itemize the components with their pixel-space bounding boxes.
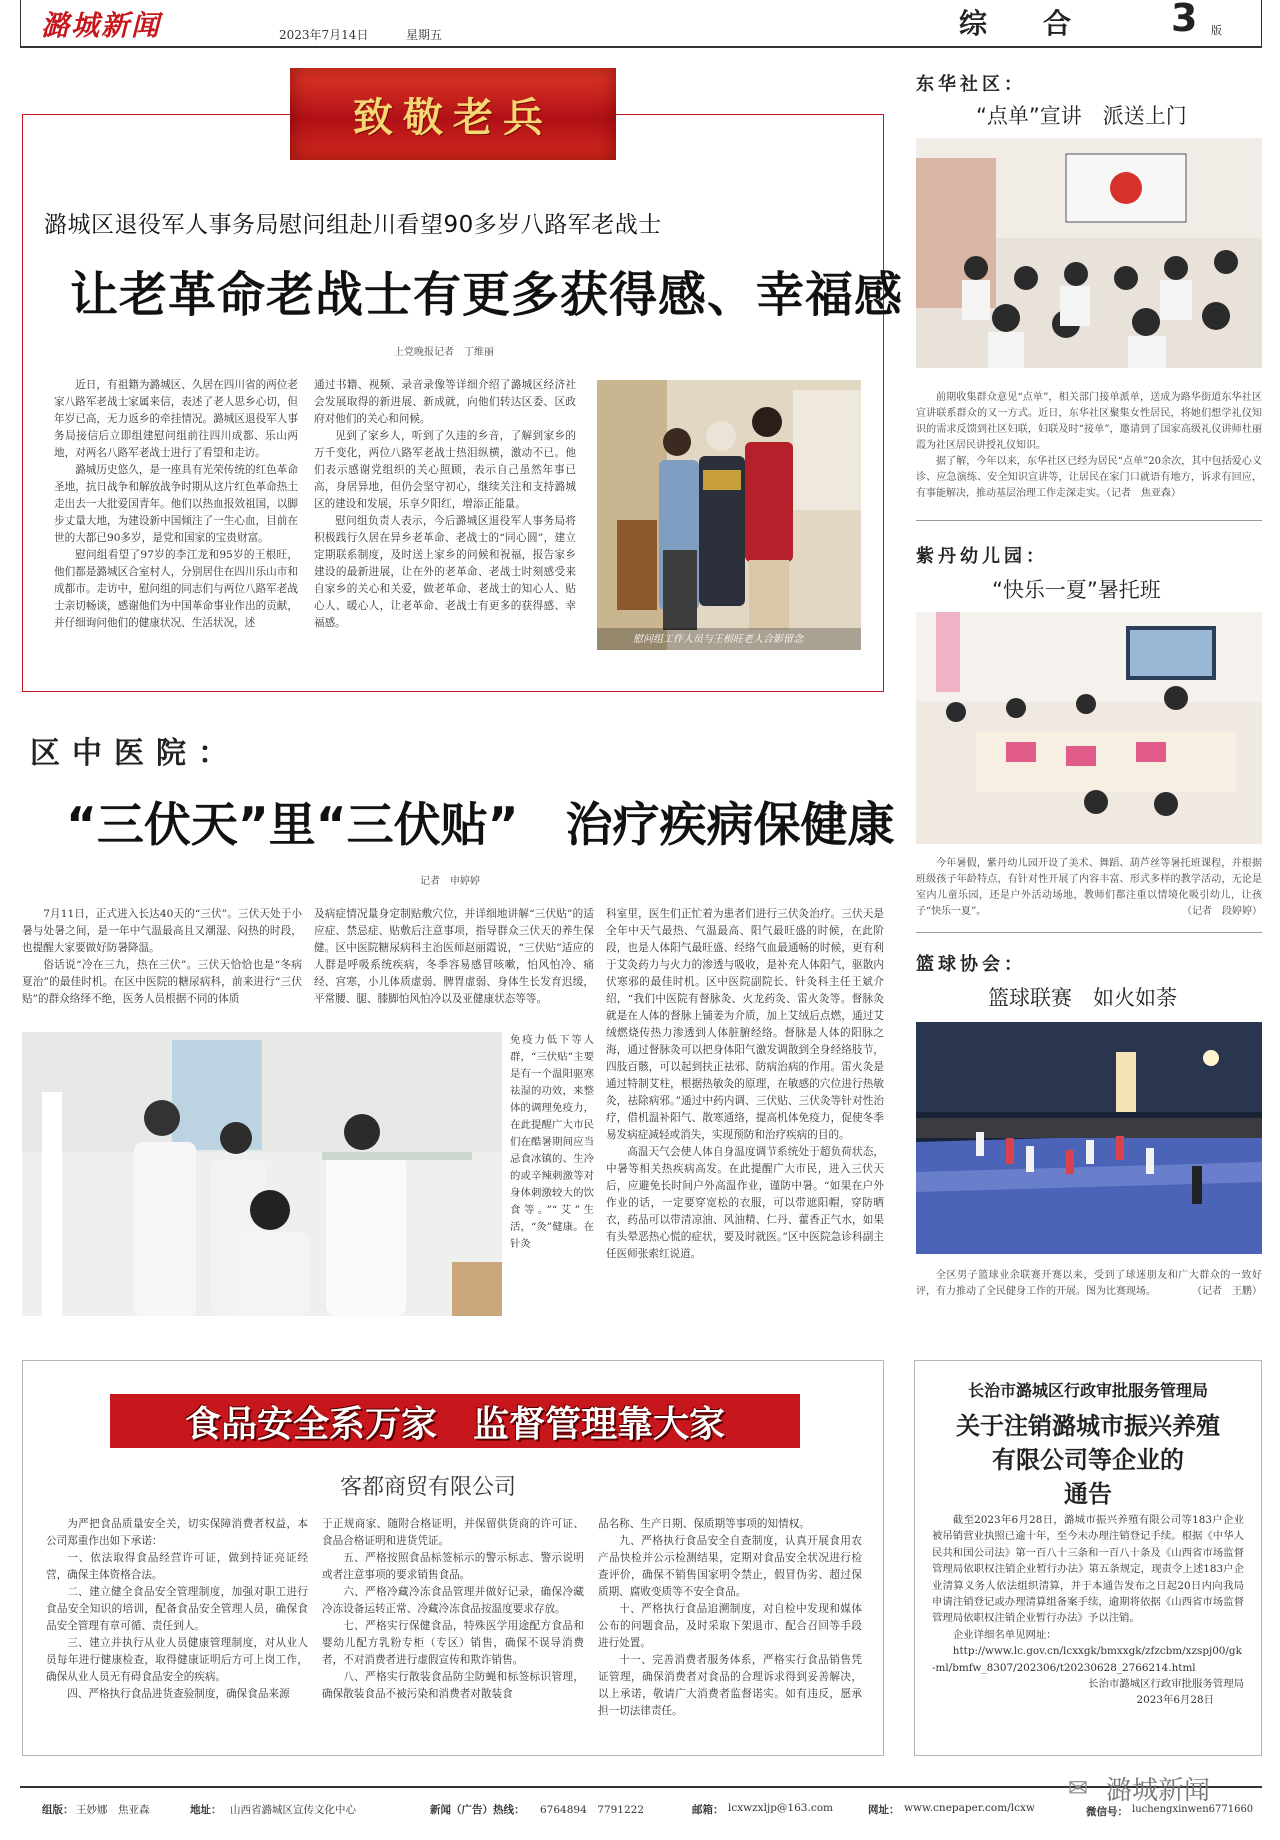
sidebar2-caption — [916, 856, 1262, 920]
sidebar2-photo — [916, 612, 1262, 844]
caption-text: 全区男子篮球业余联赛开赛以来，受到了球迷朋友和广大群众的一致好评，有力推动了全民健身工作的开展。图为比赛现场。 — [916, 1270, 1262, 1297]
article1-subtitle: 潞城区退役军人事务局慰问组赴川看望90多岁八路军老战士 — [44, 212, 662, 238]
paragraph: 俗话说“冷在三九，热在三伏”。三伏天恰恰也是“冬病夏治”的最佳时机。在区中医院的糖尿病科，前来进行“三伏贴”的群众络绎不绝，医务人员根据不同的体质 — [22, 959, 302, 1005]
paragraph: 五、严格按照食品标签标示的警示标志、警示说明或者注意事项的要求销售食品。 — [322, 1552, 584, 1581]
sidebar3-title: 篮球联赛 如火如荼 — [988, 986, 1177, 1010]
footer-editor: 王妙娜 焦亚森 — [76, 1804, 150, 1816]
caption-paragraph — [916, 856, 1262, 920]
footer-wechat-label: 微信号： — [1086, 1806, 1128, 1818]
footer-address-label: 地址： — [190, 1804, 222, 1816]
paragraph: 潞城历史悠久，是一座具有光荣传统的红色革命圣地，抗日战争和解放战争时期从这片红色革命热土走出去一大批爱国青年。他们以热血报效祖国，以脚步丈量大地，为建设新中国倾注了一生心血，目前在世的大都已90多岁，是党和国家的宝贵财富。 — [54, 464, 298, 544]
sidebar3-photo — [916, 1022, 1262, 1254]
caption-paragraph: 前期收集群众意见“点单”，相关部门接单派单，送成为路华街道东华社区宣讲联系群众的又一方式。近日，东华社区聚集女性居民，将她们想学礼仪知识的需求反馈到社区妇联，妇联及时“接单”，邀请到了国家高级礼仪讲师杜丽霞为社区居民讲授礼仪知识。 — [916, 392, 1262, 451]
paragraph: 截至2023年6月28日，潞城市振兴养殖有限公司等183户企业被吊销营业执照已逾十年，至今未办理注销登记手续。根据《中华人民共和国公司法》第一百八十三条和一百八十条及《山西省市场监督管理局依职权注销企业暂行办法》第五条规定，现责令上述183户企业清算义务人依法组织清算，并于本通告发布之日起20日内向我局申请注销登记或办理清算组备案手续，逾期将依据《山西省市场监督管理局依职权注销企业暂行办法》予以注销。 — [932, 1514, 1244, 1625]
paragraph: 通过书籍、视频、录音录像等详细介绍了潞城区经济社会发展取得的新进展、新成就，向他们转达区委、区政府对他们的关心和问候。 — [314, 379, 576, 425]
paragraph: 高温天气会使人体自身温度调节系统处于超负荷状态，中暑等相关热疾病高发。在此提醒广大市民，进入三伏天后，应避免长时间户外高温作业，谨防中暑。“如果在户外作业的话，一定要穿宽松的衣服，可以带遮阳帽，穿防晒衣，药品可以带清凉油、风油精、仁丹、藿香正气水，如果有头晕恶热心慌的症状，要及时就医。”区中医院急诊科副主任医师张索红说道。 — [606, 1146, 884, 1260]
footer-hotline-label: 新闻（广告）热线： — [430, 1804, 525, 1816]
issue-weekday: 星期五 — [406, 28, 443, 42]
page-suffix: 版 — [1211, 24, 1222, 37]
article1-banner-text: 致敬老兵 — [353, 93, 553, 141]
paragraph: 慰问组负责人表示，今后潞城区退役军人事务局将积极践行久居在异乡老革命、老战士的“同心圆”，建立定期联系制度，及时送上家乡的问候和祝福，报告家乡建设的最新进展，让在外的老革命、老战士时刻感受来自家乡的关心和关爱，做老革命、老战士的知心人、贴心人、暖心人，让老革命、老战士有更多的获得感、幸福感。 — [314, 515, 576, 629]
footer-email-label: 邮箱： — [692, 1804, 724, 1816]
footer-email[interactable]: lcxwzxljp@163.com — [728, 1802, 833, 1814]
paragraph: 一、依法取得食品经营许可证，做到持证亮证经营，确保主体资格合法。 — [46, 1552, 308, 1581]
paragraph: 八、严格实行散装食品防尘防蝇和标签标识管理，确保散装食品不被污染和消费者对散装食 — [322, 1671, 584, 1700]
ad-banner-text: 食品安全系万家 监督管理靠大家 — [184, 1403, 725, 1445]
footer — [20, 1774, 1262, 1826]
ad-company: 客都商贸有限公司 — [340, 1475, 517, 1500]
paragraph: 见到了家乡人，听到了久违的乡音，了解到家乡的万千变化，两位八路军老战士热泪纵横，激动不已。他们表示感谢党组织的关心照顾，表示自己虽然年事已高，身居异地，但仍会坚守初心，继续关注和支持潞城区的建设和发展，乐享夕阳红，增添正能量。 — [314, 430, 576, 510]
caption-text: 今年暑假，紫丹幼儿园开设了美术、舞蹈、葫芦丝等暑托班课程，并根据班级孩子年龄特点，有针对性开展了内容丰富、形式多样的教学活动，无论是室内儿童乐园，还是户外活动场地，教师们都注重以情境化吸引幼儿，让孩子“快乐一夏”。 — [916, 858, 1262, 917]
footer-wechat: luchengxinwen6771660 — [1132, 1804, 1254, 1815]
notice-title-1: 关于注销潞城市振兴养殖 — [956, 1412, 1220, 1440]
article2-column-1 — [22, 906, 302, 1024]
footer-editor-label: 组版： — [42, 1804, 74, 1816]
footer-web[interactable]: www.cnepaper.com/lcxw — [904, 1802, 1035, 1814]
article2-title: “三伏天”里“三伏贴” 治疗疾病保健康 — [66, 798, 895, 853]
section-name: 综 合 — [959, 7, 1086, 40]
paragraph: 科室里，医生们正忙着为患者们进行三伏灸治疗。三伏天是全年中天气最热、气温最高、阳气最旺盛的时候，在此阶段，也是人体阳气最旺盛、经络气血最通畅的时候，更有利于艾灸药力与火力的渗透与吸收，是补充人体阳气，驱散内伏寒邪的最佳时机。区中医院副院长、针灸科主任王斌介绍，“我们中医院有督脉灸、火龙药灸、雷火灸等。督脉灸就是在人体的督脉上铺姜为介质，加上艾绒后点燃，通过艾绒燃烧传热力渗透到人体脏腑经络。督脉是人体的阳脉之海，通过督脉灸可以把身体阳气激发调散到全身经络肢节，四肢百骸，可以起到扶正祛邪、防病治病的作用。雷火灸是通过特制艾柱，根据热敏灸的原理，在敏感的穴位进行热敏灸，祛除病邪。”通过中药内调、三伏贴、三伏灸等针对性治疗，借机温补阳气、散寒通络，提高机体免疫力，促使冬季易发病症减轻或消失，实现预防和治疗疾病的目的。 — [606, 908, 884, 1141]
article1-photo-caption: 慰问组工作人员与王根旺老人合影留念 — [633, 634, 803, 645]
paragraph: 为严把食品质量安全关，切实保障消费者权益，本公司郑重作出如下承诺： — [46, 1518, 308, 1547]
footer-hotline: 6764894 7791222 — [540, 1804, 645, 1816]
notice-sign: 长治市潞城区行政审批服务管理局 — [1088, 1678, 1244, 1691]
ad-banner — [110, 1394, 800, 1448]
article1-title: 让老革命老战士有更多获得感、幸福感 — [70, 267, 904, 323]
footer-web-label: 网址： — [868, 1804, 900, 1816]
article2-column-2b — [510, 1032, 594, 1316]
reporter: （记者 段婷婷） — [1182, 906, 1262, 917]
caption-paragraph — [916, 454, 1262, 502]
paragraph: 六、严格冷藏冷冻食品管理并做好记录，确保冷藏冷冻设备运转正常、冷藏冷冻食品按温度要求存放。 — [322, 1586, 584, 1615]
paragraph: 于正规商家、随附合格证明，并保留供货商的许可证、食品合格证明和进货凭证。 — [322, 1518, 584, 1547]
ad-column-2 — [322, 1516, 584, 1746]
notice-url[interactable] — [932, 1643, 1244, 1676]
sidebar1-org: 东华社区： — [916, 74, 1026, 95]
sidebar3-caption — [916, 1268, 1262, 1300]
veterans-group-photo — [597, 380, 861, 650]
notice-url-link[interactable]: http://www.lc.gov.cn/lcxxgk/bmxxgk/zfzcbm/xzspj00/gk-ml/bmfw_8307/202306/t20230628_2766214.html — [932, 1645, 1242, 1674]
footer-address: 山西省潞城区宣传文化中心 — [230, 1804, 356, 1816]
article2-column-3 — [606, 906, 884, 1314]
paragraph: 二、建立健全食品安全管理制度，加强对职工进行食品安全知识的培训，配备食品安全管理人员，确保食品安全管理有章可循、责任到人。 — [46, 1586, 308, 1632]
article1-banner — [290, 68, 616, 160]
paragraph: 十一、完善消费者服务体系，严格实行食品销售凭证管理，确保消费者对食品的合理诉求得到妥善解决，以上承诺，敬请广大消费者监督诺实。如有违反，愿承担一切法律责任。 — [598, 1654, 862, 1717]
paragraph: 七、严格实行保健食品，特殊医学用途配方食品和婴幼儿配方乳粉专柜（专区）销售，确保不误导消费者，不对消费者进行虚假宣传和欺诈销售。 — [322, 1620, 584, 1666]
sidebar3-org: 篮球协会： — [916, 954, 1026, 975]
paragraph: 企业详细名单见网址： — [952, 1628, 1057, 1641]
reporter: （记者 王鹏） — [1192, 1286, 1262, 1297]
paragraph: 十、严格执行食品追溯制度，对自检中发现和媒体公布的问题食品，及时采取下架退市、配合召回等手段进行处置。 — [598, 1603, 862, 1649]
notice-issuer: 长治市潞城区行政审批服务管理局 — [967, 1381, 1208, 1400]
sidebar2-title: “快乐一夏”暑托班 — [992, 578, 1161, 602]
sidebar2-org: 紫丹幼儿园： — [916, 546, 1048, 567]
notice-title-3: 通告 — [1064, 1480, 1112, 1508]
page-number: 3 — [1171, 0, 1198, 40]
caption-text: 据了解，今年以来，东华社区已经为居民“点单”20余次，其中包括爱心义诊、应急演练、安全知识宣讲等，让居民在家门口就语有地方，诉求有回应，有事能解决，推动基层治理工作走深走实。 — [916, 456, 1262, 499]
notice-sign-date: 2023年6月28日 — [1136, 1694, 1214, 1707]
basketball-game-photo — [916, 1022, 1262, 1254]
article2-column-2 — [314, 906, 594, 1024]
wechat-icon: ✉ — [1068, 1774, 1089, 1802]
paragraph: 三、建立并执行从业人员健康管理制度，对从业人员每年进行健康检查，取得健康证明后方可上岗工作，确保从业人员无有碍食品安全的疾病。 — [46, 1637, 308, 1683]
article2-photo — [22, 1032, 502, 1316]
masthead-logo: 潞城新闻 — [41, 9, 162, 42]
ad-column-3 — [598, 1516, 862, 1746]
sidebar-divider — [916, 932, 1262, 933]
kindergarten-class-photo — [916, 612, 1262, 844]
article1-byline: 上党晚报记者 丁维丽 — [394, 347, 494, 358]
notice-title-2: 有限公司等企业的 — [992, 1446, 1184, 1474]
article1-column-2 — [314, 377, 576, 651]
article2-kicker: 区中医院： — [30, 736, 240, 771]
article2-byline: 记者 申婷婷 — [420, 876, 480, 887]
article1-photo — [597, 380, 861, 650]
paragraph: 四、严格执行食品进货查验制度，确保食品来源 — [67, 1688, 290, 1700]
sidebar1-title: “点单”宣讲 派送上门 — [976, 104, 1187, 128]
acupoint-patch-photo — [22, 1032, 502, 1316]
community-lecture-photo — [916, 138, 1262, 368]
sidebar1-photo — [916, 138, 1262, 368]
issue-date: 2023年7月14日 — [279, 28, 369, 42]
sidebar1-caption — [916, 390, 1262, 502]
paragraph: 品名称、生产日期、保质期等事项的知情权。 — [598, 1518, 810, 1530]
article1-column-1 — [54, 377, 298, 651]
paragraph: 7月11日，正式进入长达40天的“三伏”。三伏天处于小暑与处暑之间，是一年中气温最高且又潮湿、闷热的时段，也提醒大家要做好防暑降温。 — [22, 908, 302, 954]
paragraph: 免疫力低下等人群，“三伏贴”主要是有一个温阳驱寒祛湿的功效，来整体的调理免疫力，在此提醒广大市民们在酷暑期间应当忌食冰镇的、生冷的或辛辣刺激等对身体刺激较大的饮食等。”“艾”生活，“灸”健康。在针灸 — [510, 1034, 594, 1250]
footer-watermark: 潞城新闻 — [1106, 1776, 1211, 1806]
paragraph: 及病症情况量身定制贴敷穴位，并详细地讲解“三伏贴”的适应症、禁忌症、贴敷后注意事项，指导群众三伏天的养生保健。区中医院糖尿病科主治医师赵丽霞说，“三伏贴”适应的人群是呼吸系统疾病，冬季容易感冒咳嗽，怕风怕冷、痛经、宫寒，小儿体质虚弱、脾胃虚弱、身体生长发育迟缓，平常腰、腿、膝脚怕风怕冷以及亚健康状态等等。 — [314, 908, 594, 1005]
paragraph: 九、严格执行食品安全自查制度，认真开展食用农产品快检并公示检测结果，定期对食品安全状况进行检查评价，确保不销售国家明令禁止，假冒伪劣、超过保质期、腐败变质等不安全食品。 — [598, 1535, 862, 1598]
paragraph: 慰问组看望了97岁的李江龙和95岁的王根旺，他们都是潞城区合室村人，分别居住在四川乐山市和成都市。走访中，慰问组的同志们与两位八路军老战士亲切畅谈，感谢他们为中国革命事业作出的贡献，并仔细询问他们的健康状况、生活状况，述 — [54, 549, 298, 629]
ad-column-1 — [46, 1516, 308, 1746]
paragraph: 近日，有祖籍为潞城区、久居在四川省的两位老家八路军老战士家属来信，表述了老人思乡心切，但年岁已高，无力返乡的牵挂情况。潞城区退役军人事务局接信后立即组建慰问组前往四川成都、乐山两地，对两名八路军老战士进行了看望和走访。 — [54, 379, 298, 459]
reporter: （记者 焦亚森） — [1106, 488, 1181, 499]
notice-body — [932, 1512, 1244, 1748]
sidebar-divider — [916, 520, 1262, 521]
caption-paragraph — [916, 1268, 1262, 1300]
masthead — [20, 0, 1262, 48]
